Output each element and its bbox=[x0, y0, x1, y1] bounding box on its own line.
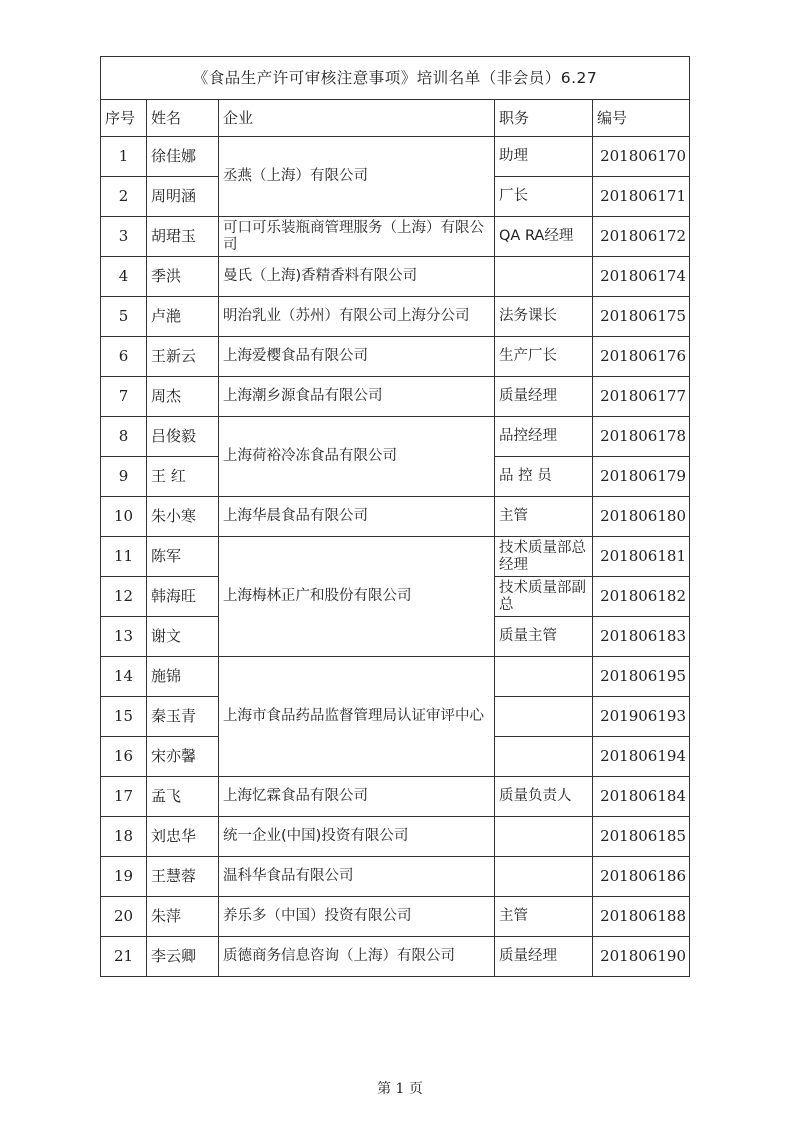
company-name: 丞燕（上海）有限公司 bbox=[219, 137, 495, 217]
table-row bbox=[101, 817, 690, 857]
trainee-name: 朱萍 bbox=[147, 897, 219, 937]
table-row bbox=[101, 217, 690, 257]
registration-number: 201806178 bbox=[593, 417, 690, 457]
trainee-name: 施锦 bbox=[147, 657, 219, 697]
company-name: 上海梅林正广和股份有限公司 bbox=[219, 537, 495, 657]
row-index: 20 bbox=[101, 897, 147, 937]
row-index: 2 bbox=[101, 177, 147, 217]
registration-number: 201806181 bbox=[593, 537, 690, 577]
row-index: 5 bbox=[101, 297, 147, 337]
company-name: 质德商务信息咨询（上海）有限公司 bbox=[219, 937, 495, 977]
job-position: 质量经理 bbox=[495, 937, 593, 977]
job-position bbox=[495, 657, 593, 697]
column-header-number: 编号 bbox=[593, 100, 690, 137]
job-position bbox=[495, 817, 593, 857]
trainee-name: 卢滟 bbox=[147, 297, 219, 337]
trainee-name: 周明涵 bbox=[147, 177, 219, 217]
registration-number: 201806177 bbox=[593, 377, 690, 417]
table-row bbox=[101, 417, 690, 457]
registration-number: 201806179 bbox=[593, 457, 690, 497]
table-body bbox=[101, 137, 690, 977]
trainee-list-table bbox=[100, 56, 690, 977]
trainee-name: 徐佳娜 bbox=[147, 137, 219, 177]
table-row bbox=[101, 857, 690, 897]
row-index: 3 bbox=[101, 217, 147, 257]
row-index: 7 bbox=[101, 377, 147, 417]
job-position: 生产厂长 bbox=[495, 337, 593, 377]
job-position bbox=[495, 737, 593, 777]
registration-number: 201806176 bbox=[593, 337, 690, 377]
column-header-index: 序号 bbox=[101, 100, 147, 137]
table-row bbox=[101, 257, 690, 297]
table-row bbox=[101, 497, 690, 537]
job-position: QA RA经理 bbox=[495, 217, 593, 257]
company-name: 上海爱樱食品有限公司 bbox=[219, 337, 495, 377]
company-name: 上海潮乡源食品有限公司 bbox=[219, 377, 495, 417]
trainee-name: 孟飞 bbox=[147, 777, 219, 817]
company-name: 上海市食品药品监督管理局认证审评中心 bbox=[219, 657, 495, 777]
trainee-name: 胡珺玉 bbox=[147, 217, 219, 257]
job-position: 技术质量部副总 bbox=[495, 577, 593, 617]
trainee-name: 王慧蓉 bbox=[147, 857, 219, 897]
job-position bbox=[495, 697, 593, 737]
registration-number: 201806182 bbox=[593, 577, 690, 617]
company-name: 明治乳业（苏州）有限公司上海分公司 bbox=[219, 297, 495, 337]
table-row bbox=[101, 377, 690, 417]
registration-number: 201806183 bbox=[593, 617, 690, 657]
job-position: 质量经理 bbox=[495, 377, 593, 417]
registration-number: 201806172 bbox=[593, 217, 690, 257]
row-index: 18 bbox=[101, 817, 147, 857]
row-index: 21 bbox=[101, 937, 147, 977]
table-row bbox=[101, 537, 690, 577]
company-name: 统一企业(中国)投资有限公司 bbox=[219, 817, 495, 857]
job-position: 助理 bbox=[495, 137, 593, 177]
row-index: 9 bbox=[101, 457, 147, 497]
trainee-name: 陈军 bbox=[147, 537, 219, 577]
company-name: 上海荷裕冷冻食品有限公司 bbox=[219, 417, 495, 497]
row-index: 8 bbox=[101, 417, 147, 457]
registration-number: 201806170 bbox=[593, 137, 690, 177]
table-row bbox=[101, 657, 690, 697]
column-header-position: 职务 bbox=[495, 100, 593, 137]
job-position: 主管 bbox=[495, 497, 593, 537]
trainee-name: 谢文 bbox=[147, 617, 219, 657]
job-position: 质量负责人 bbox=[495, 777, 593, 817]
company-name: 温科华食品有限公司 bbox=[219, 857, 495, 897]
row-index: 15 bbox=[101, 697, 147, 737]
trainee-name: 宋亦馨 bbox=[147, 737, 219, 777]
trainee-name: 秦玉青 bbox=[147, 697, 219, 737]
trainee-name: 季洪 bbox=[147, 257, 219, 297]
trainee-name: 朱小寒 bbox=[147, 497, 219, 537]
registration-number: 201806188 bbox=[593, 897, 690, 937]
registration-number: 201806185 bbox=[593, 817, 690, 857]
company-name: 可口可乐装瓶商管理服务（上海）有限公司 bbox=[219, 217, 495, 257]
row-index: 13 bbox=[101, 617, 147, 657]
job-position: 法务课长 bbox=[495, 297, 593, 337]
row-index: 16 bbox=[101, 737, 147, 777]
job-position: 品 控 员 bbox=[495, 457, 593, 497]
table-title: 《食品生产许可审核注意事项》培训名单（非会员）6.27 bbox=[101, 57, 690, 100]
table-row bbox=[101, 937, 690, 977]
table-row bbox=[101, 897, 690, 937]
trainee-name: 刘忠华 bbox=[147, 817, 219, 857]
trainee-name: 周杰 bbox=[147, 377, 219, 417]
registration-number: 201806195 bbox=[593, 657, 690, 697]
row-index: 6 bbox=[101, 337, 147, 377]
column-header-company: 企业 bbox=[219, 100, 495, 137]
row-index: 12 bbox=[101, 577, 147, 617]
registration-number: 201806186 bbox=[593, 857, 690, 897]
company-name: 曼氏（上海)香精香料有限公司 bbox=[219, 257, 495, 297]
registration-number: 201806180 bbox=[593, 497, 690, 537]
job-position: 主管 bbox=[495, 897, 593, 937]
table-row bbox=[101, 297, 690, 337]
company-name: 养乐多（中国）投资有限公司 bbox=[219, 897, 495, 937]
registration-number: 201806171 bbox=[593, 177, 690, 217]
job-position: 品控经理 bbox=[495, 417, 593, 457]
row-index: 14 bbox=[101, 657, 147, 697]
trainee-name: 王新云 bbox=[147, 337, 219, 377]
row-index: 19 bbox=[101, 857, 147, 897]
job-position: 质量主管 bbox=[495, 617, 593, 657]
table-row bbox=[101, 137, 690, 177]
trainee-name: 李云卿 bbox=[147, 937, 219, 977]
registration-number: 201806194 bbox=[593, 737, 690, 777]
page-footer: 第 1 页 bbox=[377, 1081, 423, 1097]
trainee-name: 王 红 bbox=[147, 457, 219, 497]
company-name: 上海忆霖食品有限公司 bbox=[219, 777, 495, 817]
table-row bbox=[101, 337, 690, 377]
job-position: 厂长 bbox=[495, 177, 593, 217]
job-position bbox=[495, 257, 593, 297]
registration-number: 201806184 bbox=[593, 777, 690, 817]
row-index: 11 bbox=[101, 537, 147, 577]
trainee-name: 韩海旺 bbox=[147, 577, 219, 617]
registration-number: 201806174 bbox=[593, 257, 690, 297]
row-index: 17 bbox=[101, 777, 147, 817]
registration-number: 201806190 bbox=[593, 937, 690, 977]
row-index: 1 bbox=[101, 137, 147, 177]
registration-number: 201806175 bbox=[593, 297, 690, 337]
row-index: 10 bbox=[101, 497, 147, 537]
trainee-name: 吕俊毅 bbox=[147, 417, 219, 457]
registration-number: 201906193 bbox=[593, 697, 690, 737]
column-header-name: 姓名 bbox=[147, 100, 219, 137]
job-position bbox=[495, 857, 593, 897]
job-position: 技术质量部总经理 bbox=[495, 537, 593, 577]
company-name: 上海华晨食品有限公司 bbox=[219, 497, 495, 537]
table-row bbox=[101, 777, 690, 817]
row-index: 4 bbox=[101, 257, 147, 297]
